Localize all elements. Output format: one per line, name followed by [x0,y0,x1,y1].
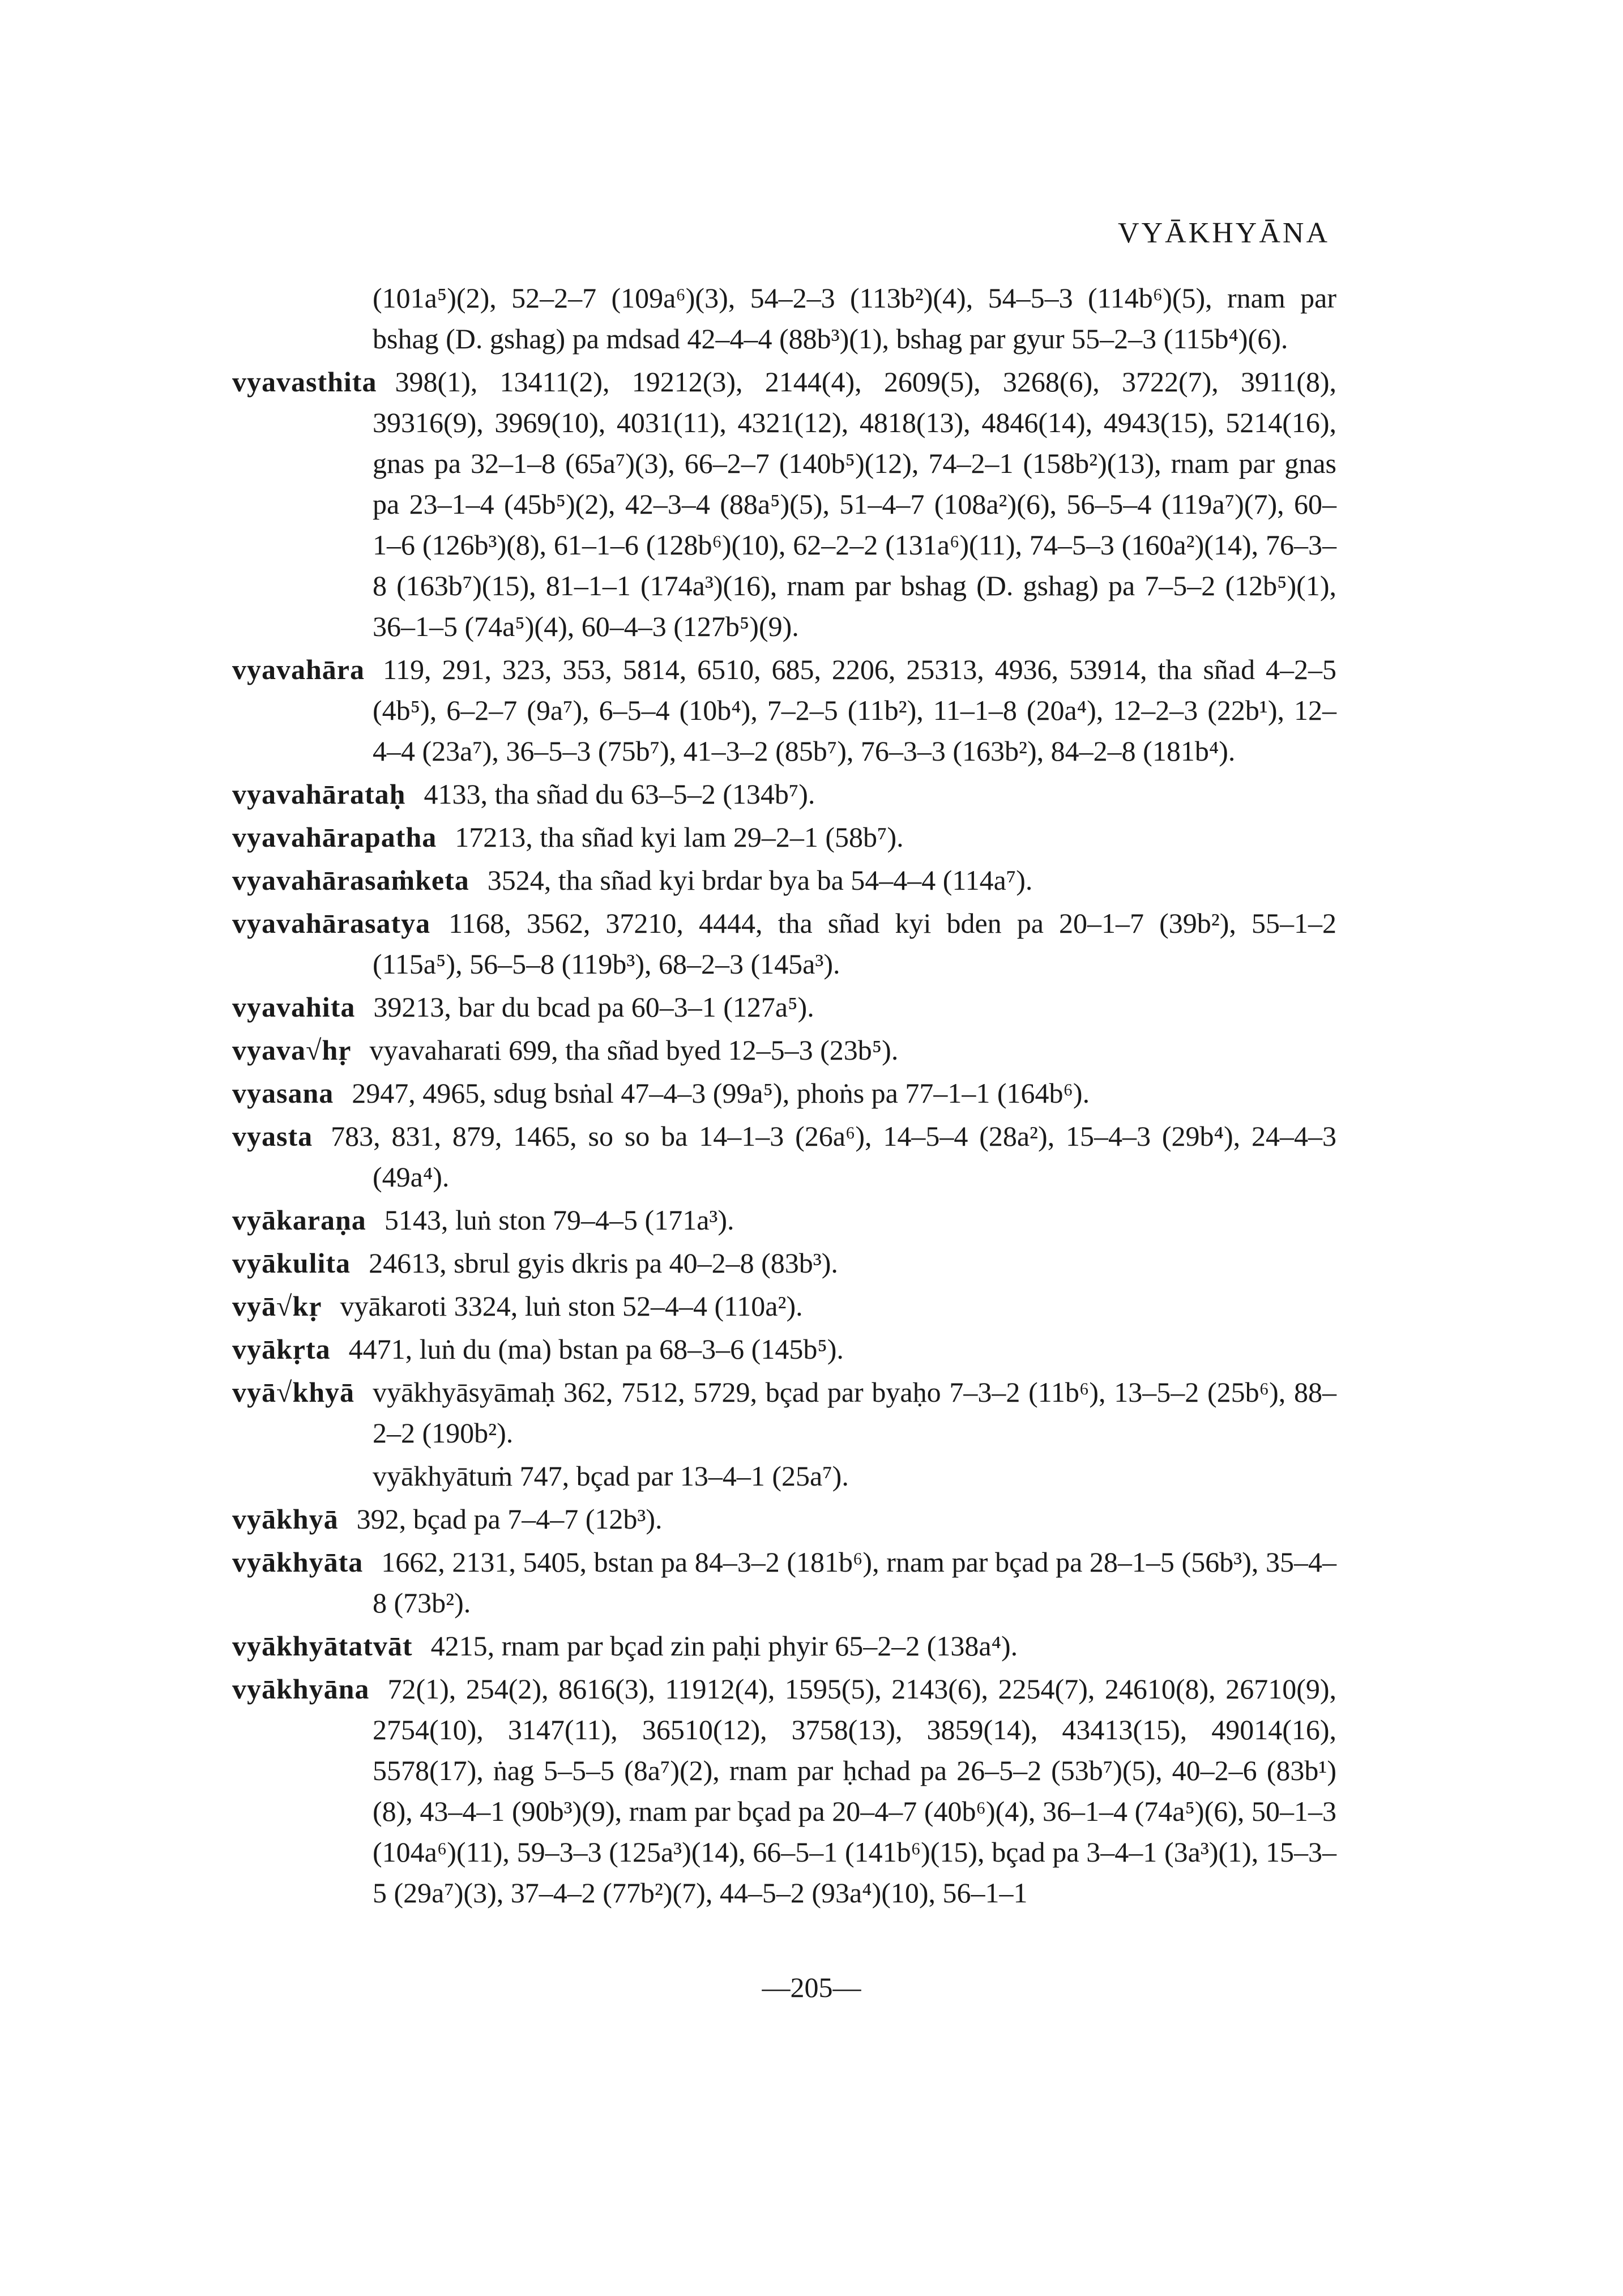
entry [232,649,1336,771]
entry-text: 3524, tha sñad kyi brdar bya ba 54–4–4 (114a⁷). [487,864,1033,896]
headword: vyā√kṛ [232,1290,322,1322]
headword: vyā√khyā [232,1376,355,1408]
headword: vyavahāra [232,654,365,685]
headword: vyasta [232,1120,313,1152]
entry-text: 783, 831, 879, 1465, so so ba 14–1–3 (26a⁶), 14–5–4 (28a²), 15–4–3 (29b⁴), 24–4–3 (49a⁴). [331,1120,1336,1193]
entry-text: 119, 291, 323, 353, 5814, 6510, 685, 2206, 25313, 4936, 53914, tha sñad 4–2–5 (4b⁵), 6–2–7 (9a⁷), 6–5–4 (10b⁴), 7–2–5 (11b²), 11–1–8 (20a⁴), 12–2–3 (22b¹), 12–4–4 (23a⁷), 36–5–3 (75b⁷), 41–3–2 (85b⁷), 76–3–3 (163b²), 84–2–8 (181b⁴). [373,654,1336,767]
entry [232,1286,1336,1326]
entry [232,1243,1336,1283]
page-number: —205— [762,1971,861,2003]
entry [232,1030,1336,1070]
entry-text: vyākaroti 3324, luṅ ston 52–4–4 (110a²). [340,1290,803,1322]
entry-text: 4471, luṅ du (ma) bstan pa 68–3–6 (145b⁵). [348,1333,844,1365]
entry [232,987,1336,1027]
headword: vyākhyātatvāt [232,1630,413,1662]
entry [232,860,1336,901]
entry-text: 398(1), 13411(2), 19212(3), 2144(4), 2609(5), 3268(6), 3722(7), 3911(8), 39316(9), 3969(10), 4031(11), 4321(12), 4818(13), 4846(14), 4943(15), 5214(16), gnas pa 32–1–8 (65a⁷)(3), 66–2–7 (140b⁵)(12), 74–2–1 (158b²)(13), rnam par gnas pa 23–1–4 (45b⁵)(2), 42–3–4 (88a⁵)(5), 51–4–7 (108a²)(6), 56–5–4 (119a⁷)(7), 60–1–6 (126b³)(8), 61–1–6 (128b⁶)(10), 62–2–2 (131a⁶)(11), 74–5–3 (160a²)(14), 76–3–8 (163b⁷)(15), 81–1–1 (174a³)(16), rnam par bshag (D. gshag) pa 7–5–2 (12b⁵)(1), 36–1–5 (74a⁵)(4), 60–4–3 (127b⁵)(9). [373,366,1336,642]
headword: vyavahārataḥ [232,778,406,810]
headword: vyavahārasaṁketa [232,864,469,896]
entry-continuation [232,1456,1336,1496]
entry-continuation [232,278,1336,359]
entry-text: 5143, luṅ ston 79–4–5 (171a³). [384,1204,734,1236]
headword: vyava√hṛ [232,1034,352,1066]
headword: vyasana [232,1077,334,1109]
headword: vyākṛta [232,1333,331,1365]
entry-text: 4133, tha sñad du 63–5–2 (134b⁷). [424,778,815,810]
headword: vyākulita [232,1247,351,1279]
entry [232,1329,1336,1369]
entry [232,1668,1336,1913]
entry [232,1073,1336,1113]
entry-text: 17213, tha sñad kyi lam 29–2–1 (58b⁷). [455,821,904,853]
headword: vyākhyāna [232,1673,370,1705]
entry-list [232,278,1336,1915]
entry [232,1200,1336,1240]
entry [232,817,1336,857]
entry-text: vyavaharati 699, tha sñad byed 12–5–3 (23b⁵). [369,1034,899,1066]
entry-text: 1662, 2131, 5405, bstan pa 84–3–2 (181b⁶), rnam par bçad pa 28–1–5 (56b³), 35–4–8 (73b²). [373,1546,1336,1619]
entry [232,1372,1336,1453]
entry [232,361,1336,647]
entry [232,1499,1336,1539]
headword: vyavasthita [232,366,377,398]
entry [232,903,1336,984]
entry-text: vyākhyāsyāmaḥ 362, 7512, 5729, bçad par byaḥo 7–3–2 (11b⁶), 13–5–2 (25b⁶), 88–2–2 (190b²). [373,1376,1336,1449]
headword: vyākhyāta [232,1546,364,1578]
entry-text: 2947, 4965, sdug bsṅal 47–4–3 (99a⁵), phoṅs pa 77–1–1 (164b⁶). [352,1077,1090,1109]
headword: vyavahārasatya [232,907,431,939]
running-header: VYĀKHYĀNA [1118,217,1330,249]
entry [232,1542,1336,1623]
entry [232,774,1336,814]
entry-text: 39213, bar du bcad pa 60–3–1 (127a⁵). [373,991,814,1023]
entry [232,1116,1336,1197]
entry-text: 1168, 3562, 37210, 4444, tha sñad kyi bden pa 20–1–7 (39b²), 55–1–2 (115a⁵), 56–5–8 (119b³), 68–2–3 (145a³). [373,907,1336,980]
headword: vyavahita [232,991,356,1023]
entry-text: (101a⁵)(2), 52–2–7 (109a⁶)(3), 54–2–3 (113b²)(4), 54–5–3 (114b⁶)(5), rnam par bshag (D. gshag) pa mdsad 42–4–4 (88b³)(1), bshag par gyur 55–2–3 (115b⁴)(6). [373,282,1336,355]
headword: vyākhyā [232,1503,339,1535]
entry-text: 392, bçad pa 7–4–7 (12b³). [356,1503,663,1535]
entry [232,1625,1336,1666]
entry-text: 24613, sbrul gyis dkris pa 40–2–8 (83b³). [369,1247,838,1279]
entry-text: 4215, rnam par bçad zin paḥi phyir 65–2–2 (138a⁴). [430,1630,1018,1662]
entry-text: 72(1), 254(2), 8616(3), 11912(4), 1595(5), 2143(6), 2254(7), 24610(8), 26710(9), 2754(10), 3147(11), 36510(12), 3758(13), 3859(14), 43413(15), 49014(16), 5578(17), ṅag 5–5–5 (8a⁷)(2), rnam par ḥchad pa 26–5–2 (53b⁷)(5), 40–2–6 (83b¹)(8), 43–4–1 (90b³)(9), rnam par bçad pa 20–4–7 (40b⁶)(4), 36–1–4 (74a⁵)(6), 50–1–3 (104a⁶)(11), 59–3–3 (125a³)(14), 66–5–1 (141b⁶)(15), bçad pa 3–4–1 (3a³)(1), 15–3–5 (29a⁷)(3), 37–4–2 (77b²)(7), 44–5–2 (93a⁴)(10), 56–1–1 [373,1673,1336,1909]
headword: vyākaraṇa [232,1204,366,1236]
entry-text: vyākhyātuṁ 747, bçad par 13–4–1 (25a⁷). [373,1460,849,1492]
headword: vyavahārapatha [232,821,437,853]
